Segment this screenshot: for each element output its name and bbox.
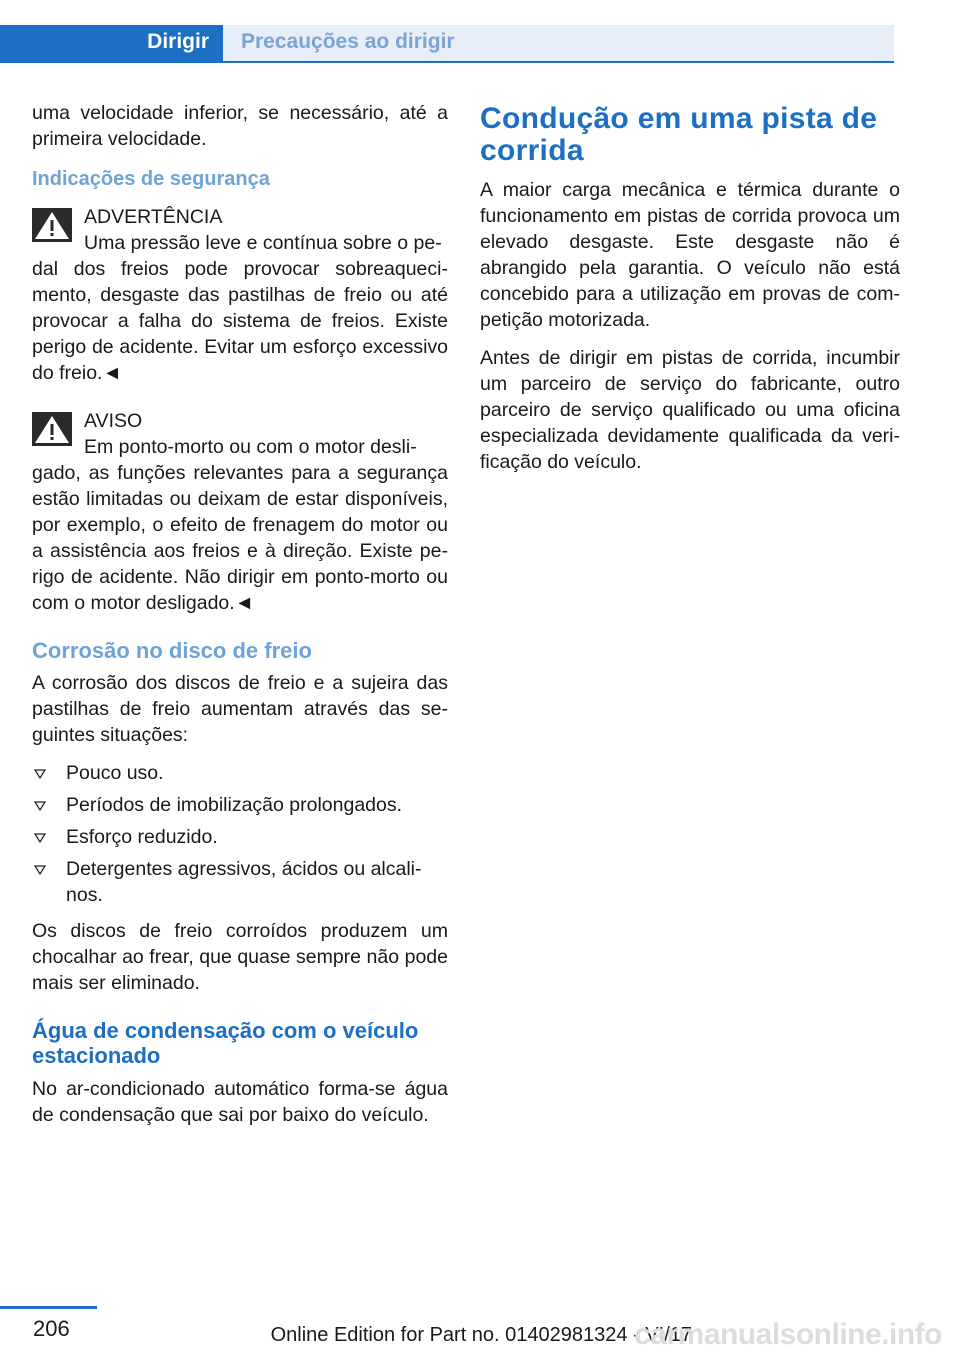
left-column xyxy=(32,100,448,1140)
triangle-bullet-icon xyxy=(34,865,46,875)
list-item-text: Esforço reduzido. xyxy=(66,826,218,848)
racetrack-heading: Condução em uma pista de corrida xyxy=(480,102,878,167)
section-tab-label: Precauções ao dirigir xyxy=(241,30,455,53)
warning-block-1 xyxy=(32,204,448,386)
condensation-paragraph: No ar-condicionado automático forma-se água de condensação que sai por baixo do veículo. xyxy=(32,1078,448,1126)
watermark-site: carmanualsonline.info xyxy=(634,1318,942,1351)
right-column xyxy=(480,103,900,487)
warning-triangle-icon xyxy=(32,208,72,242)
warning-1-first-line: Uma pressão leve e contínua sobre o pe- xyxy=(84,232,442,254)
list-item-text: Períodos de imobilização prolongados. xyxy=(66,794,403,816)
warning-2-first-line: Em ponto-morto ou com o motor desli- xyxy=(84,436,417,458)
triangle-bullet-icon xyxy=(34,801,46,811)
page-number: 206 xyxy=(33,1316,70,1341)
corrosion-after-paragraph: Os discos de freio corroídos produzem um chocalhar ao frear, que quase sempre não pode mais ser eliminado. xyxy=(32,920,448,994)
warning-2-title: AVISO xyxy=(84,410,143,432)
list-item-text: Detergentes agressivos, ácidos ou alcalinos. xyxy=(66,858,422,906)
list-item xyxy=(32,760,448,786)
header-divider xyxy=(0,61,894,63)
list-item xyxy=(32,856,448,908)
section-tab[interactable] xyxy=(223,25,894,61)
list-item-text: Pouco uso. xyxy=(66,762,164,784)
warning-triangle-icon xyxy=(32,412,72,446)
warning-2-text: gado, as funções relevantes para a segurança estão limitadas ou deixam de estar disponíveis, por exemplo, o efeito de frenagem do motor ou a assistência aos freios e à direção. Existe perigo de acidente. Não dirigir em ponto-morto ou com o motor desligado.◄ xyxy=(32,462,448,614)
chapter-tab[interactable] xyxy=(0,25,223,61)
corrosion-heading: Corrosão no disco de freio xyxy=(32,638,312,663)
warning-1-title: ADVERTÊNCIA xyxy=(84,206,223,228)
bullet-list xyxy=(32,760,448,908)
list-item xyxy=(32,824,448,850)
list-item xyxy=(32,792,448,818)
racetrack-paragraph-1: A maior carga mecânica e térmica durante o funcionamento em pistas de corrida provoca um elevado desgaste. Este desgaste não é abrangido pela garantia. O veículo não está concebido para a utilização em provas de competição motorizada. xyxy=(480,179,900,331)
chapter-tab-label: Dirigir xyxy=(147,30,209,53)
warning-1-text: dal dos freios pode provocar sobreaquecimento, desgaste das pastilhas de freio ou até provocar a falha do sistema de freios. Existe perigo de acidente. Evitar um esforço excessivo do freio.◄ xyxy=(32,258,448,384)
triangle-bullet-icon xyxy=(34,769,46,779)
edition-label: Online Edition for Part no. 01402981324 - VI/17 xyxy=(270,1324,692,1346)
intro-paragraph: uma velocidade inferior, se necessário, até a primeira velocidade. xyxy=(32,102,448,150)
page-header xyxy=(0,0,960,62)
triangle-bullet-icon xyxy=(34,833,46,843)
corrosion-paragraph: A corrosão dos discos de freio e a sujeira das pastilhas de freio aumentam através das seguintes situações: xyxy=(32,672,448,746)
warning-block-2 xyxy=(32,408,448,616)
condensation-heading: Água de condensação com o veículo estacionado xyxy=(32,1018,419,1068)
safety-heading: Indicações de segurança xyxy=(32,168,270,190)
footer-divider xyxy=(0,1306,97,1309)
racetrack-paragraph-2: Antes de dirigir em pistas de corrida, incumbir um parceiro de serviço do fabricante, outro parceiro de serviço qualificado ou uma oficina especializada devidamente qualificada da verificação do veículo. xyxy=(480,347,900,473)
